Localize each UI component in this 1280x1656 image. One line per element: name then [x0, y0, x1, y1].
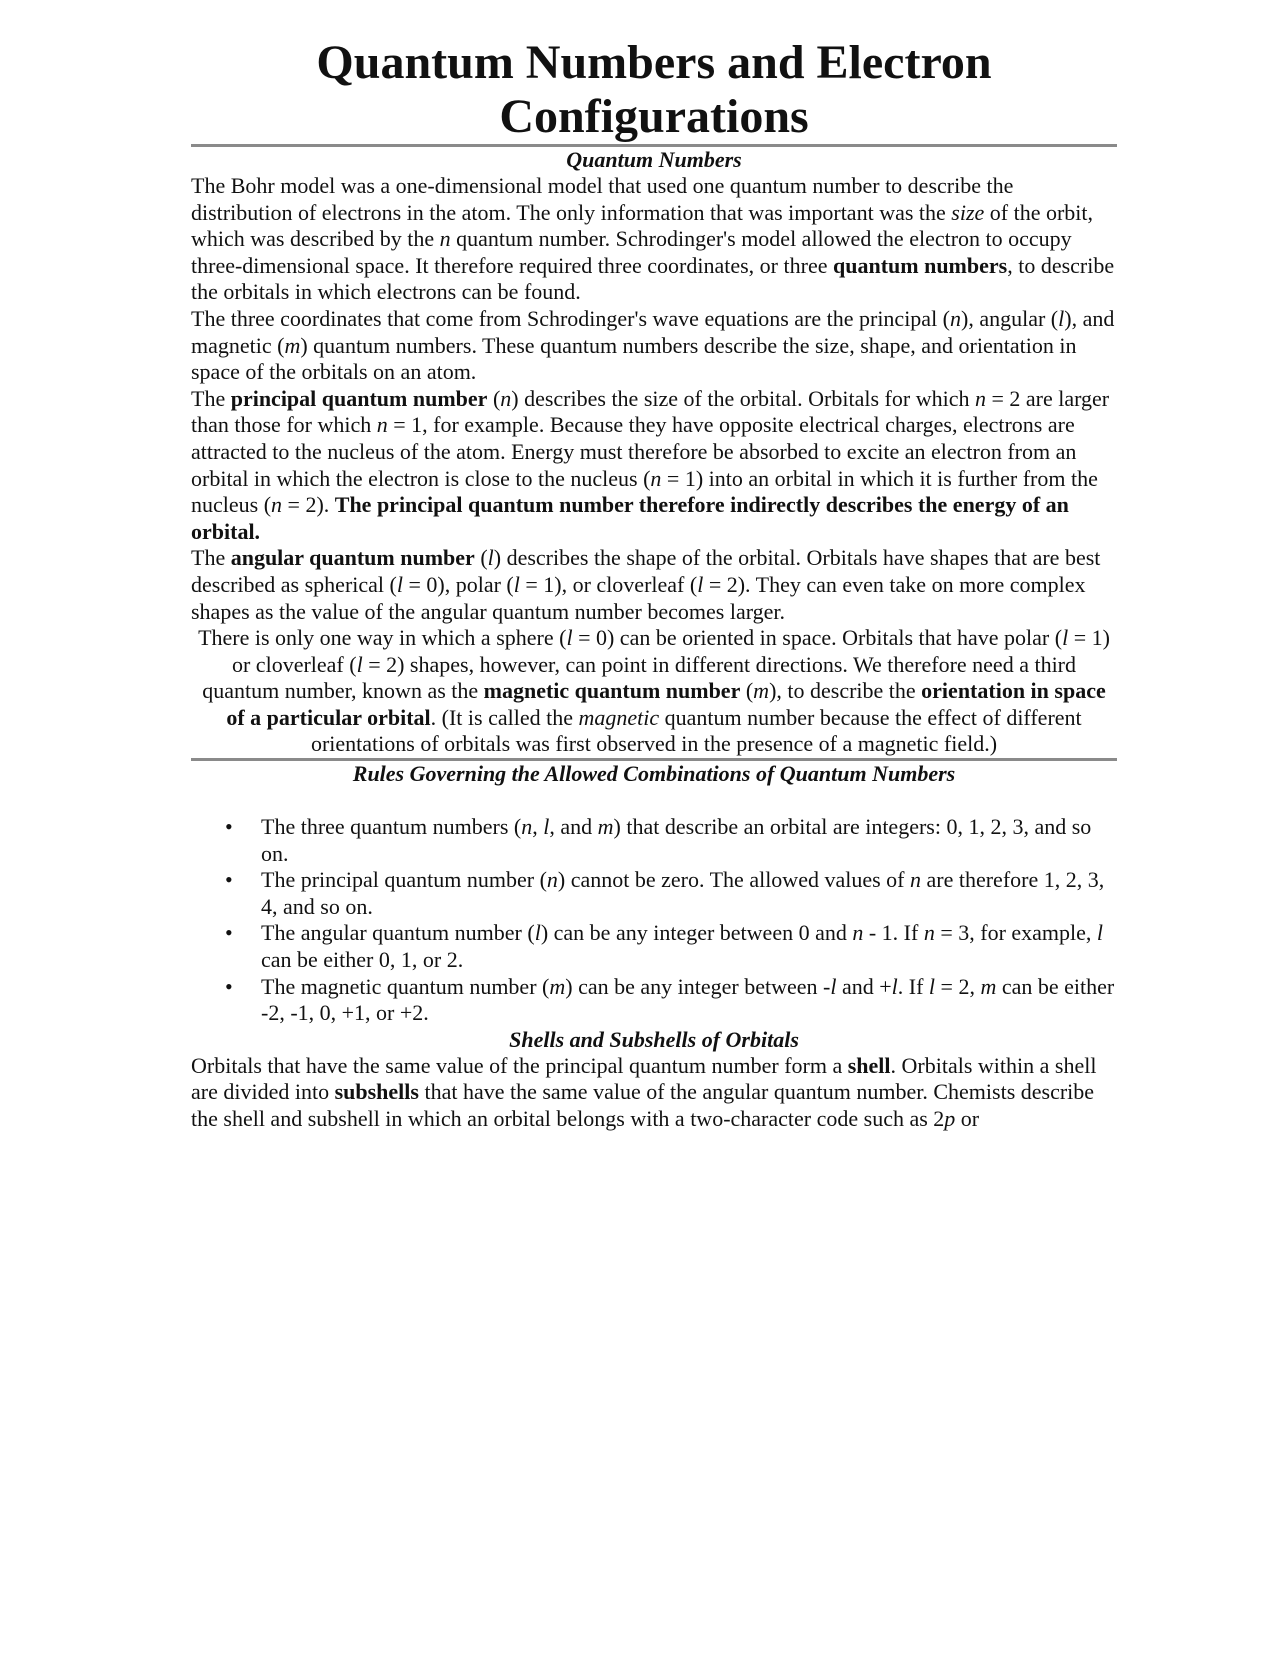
title-line-1: Quantum Numbers and Electron — [316, 36, 992, 89]
bullet-icon: • — [225, 867, 233, 893]
title-line-2: Configurations — [499, 90, 809, 143]
paragraph-three-coordinates: The three coordinates that come from Schrodinger's wave equations are the principal (n), angular (l), and magnetic (m) quantum numbers. These quantum numbers describe the size, shape, and orientation in space of the orbitals on an atom. — [191, 305, 1115, 385]
section-heading-rules: Rules Governing the Allowed Combinations of Quantum Numbers — [352, 761, 956, 787]
document-page — [191, 0, 1117, 1133]
rules-list — [191, 814, 1117, 1027]
paragraph-bohr-model: The Bohr model was a one-dimensional model that used one quantum number to describe the distribution of electrons in the atom. The only information that was important was the size of the orbit, which was described by the n quantum number. Schrodinger's model allowed the electron to occupy three-dimensional space. It therefore required three coordinates, or three quantum numbers, to describe the orbitals in which electrons can be found. — [191, 173, 1115, 305]
paragraph-shells-subshells: Orbitals that have the same value of the principal quantum number form a shell. Orbitals within a shell are divided into subshells that have the same value of the angular quantum number. Chemists describe the shell and subshell in which an orbital belongs with a two-character code such as 2p or — [191, 1052, 1097, 1131]
list-item: • The magnetic quantum number (m) can be any integer between -l and +l. If l = 2, m can be either -2, -1, 0, +1, or +2. — [225, 973, 1115, 1026]
paragraph-angular-quantum-number: The angular quantum number (l) describes the shape of the orbital. Orbitals have shapes that are best described as spherical (l = 0), polar (l = 1), or cloverleaf (l = 2). They can even take on more complex shapes as the value of the angular quantum number becomes larger. — [191, 545, 1101, 624]
list-item: • The angular quantum number (l) can be any integer between 0 and n - 1. If n = 3, for example, l can be either 0, 1, or 2. — [225, 920, 1104, 973]
document-title — [191, 36, 1117, 144]
paragraph-magnetic-quantum-number: There is only one way in which a sphere (l = 0) can be oriented in space. Orbitals that have polar (l = 1) or cloverleaf (l = 2) shapes, however, can point in different directions. We therefore need a third quantum number, known as the magnetic quantum number (m), to describe the orientation in space of a particular orbital. (It is called the magnetic quantum number because the effect of different orientations of orbitals was first observed in the presence of a magnetic field.) — [198, 625, 1110, 757]
bullet-icon: • — [225, 973, 233, 999]
section-heading-shells: Shells and Subshells of Orbitals — [509, 1026, 799, 1052]
list-item: • The three quantum numbers (n, l, and m) that describe an orbital are integers: 0, 1, 2, 3, and so on. — [225, 814, 1092, 866]
bullet-icon: • — [225, 920, 233, 946]
list-item: • The principal quantum number (n) cannot be zero. The allowed values of n are therefore 1, 2, 3, 4, and so on. — [225, 867, 1105, 919]
section-heading-quantum-numbers: Quantum Numbers — [566, 147, 742, 172]
bullet-icon: • — [225, 814, 233, 840]
paragraph-principal-quantum-number: The principal quantum number (n) describes the size of the orbital. Orbitals for which n = 2 are larger than those for which n = 1, for example. Because they have opposite electrical charges, electrons are attracted to the nucleus of the atom. Energy must therefore be absorbed to excite an electron from an orbital in which the electron is close to the nucleus (n = 1) into an orbital in which it is further from the nucleus (n = 2). The principal quantum number therefore indirectly describes the energy of an orbital. — [191, 385, 1110, 544]
